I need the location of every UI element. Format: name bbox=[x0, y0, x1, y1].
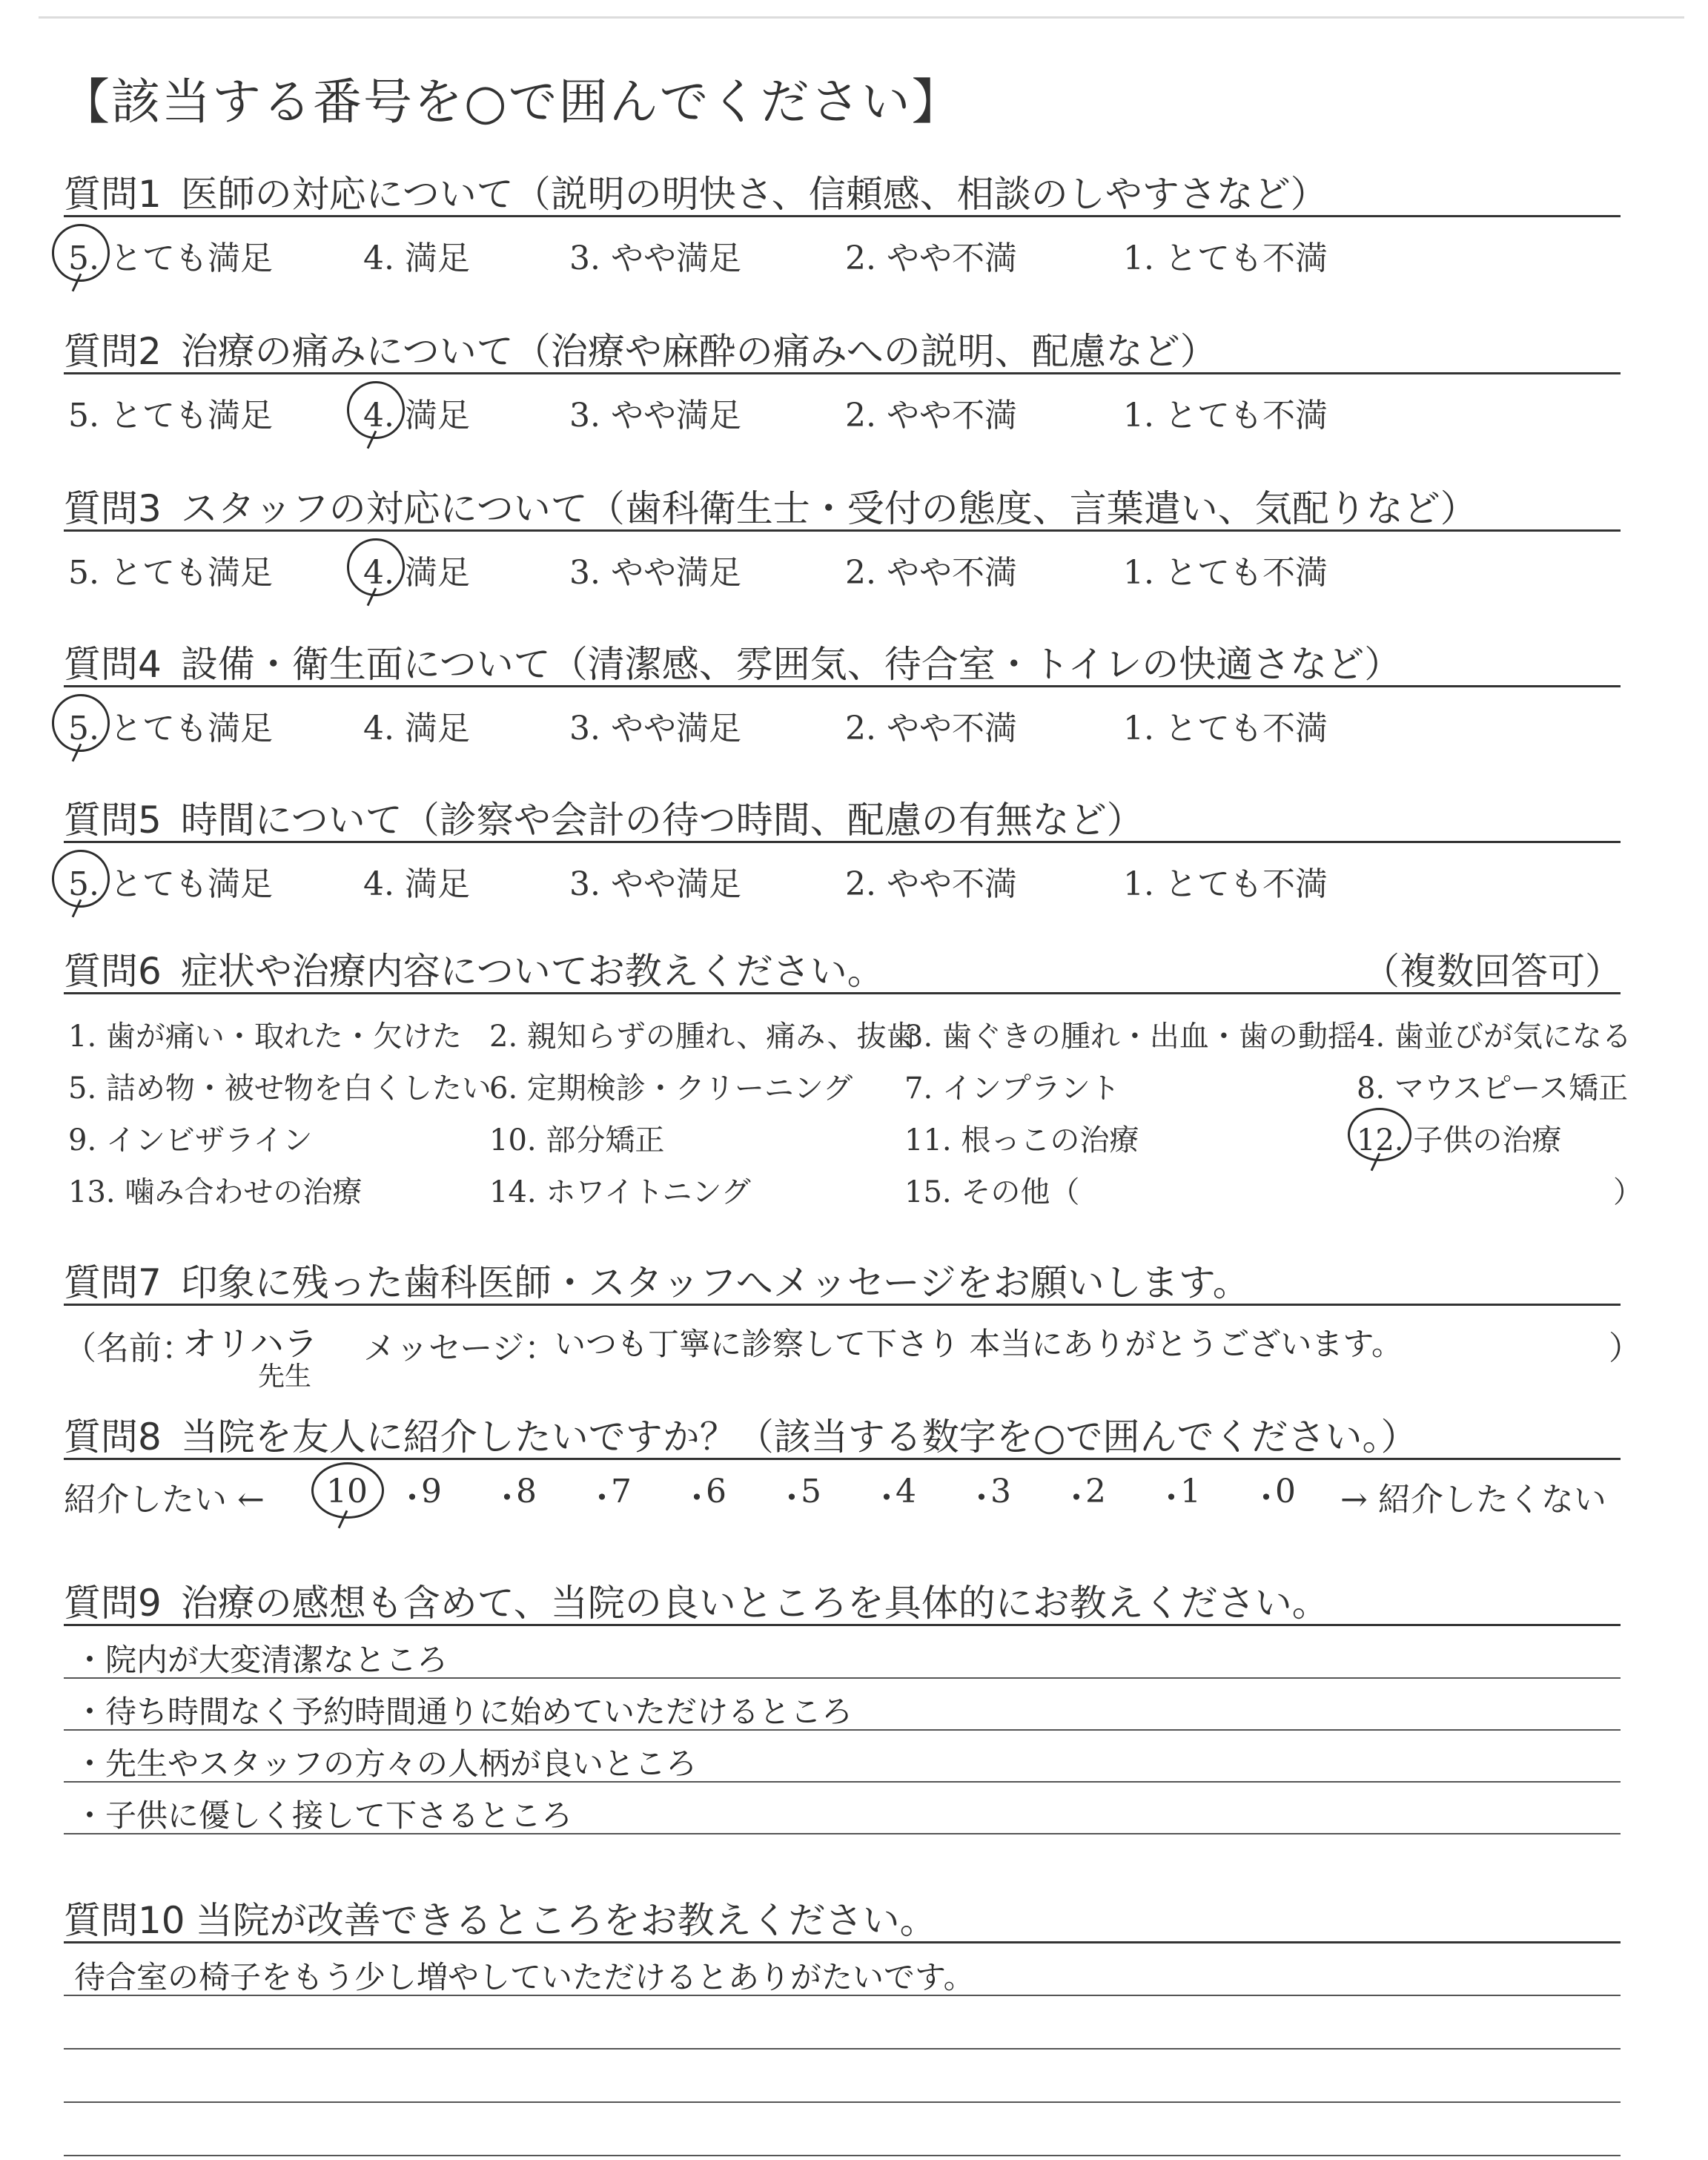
rating-option: 5. とても満足 bbox=[68, 554, 273, 592]
question-label: 質問10 bbox=[64, 1899, 185, 1942]
symptom-option: 11. 根っこの治療 bbox=[904, 1123, 1139, 1157]
scale-dot: ・ bbox=[1155, 1479, 1188, 1517]
rating-option: 2. やや不満 bbox=[845, 710, 1017, 747]
handwritten-answer: 待合室の椅子をもう少し増やしていただけるとありがたいです。 bbox=[74, 1959, 975, 1995]
question-text: 治療の感想も含めて、当院の良いところを具体的にお教えください。 bbox=[180, 1582, 1329, 1625]
rating-option: 2. やや不満 bbox=[845, 865, 1017, 903]
scale-number: 2 bbox=[1085, 1473, 1106, 1510]
question-title bbox=[64, 165, 1328, 218]
question-rule bbox=[64, 1941, 1621, 1943]
scale-number: 3 bbox=[990, 1473, 1011, 1510]
question-text: 時間について（診察や会計の待つ時間、配慮の有無など） bbox=[180, 799, 1144, 842]
question-rule bbox=[64, 1304, 1621, 1306]
symptom-option: ） bbox=[1613, 1175, 1643, 1209]
rating-option: 1. とても不満 bbox=[1123, 865, 1328, 903]
symptom-option: 5. 詰め物・被せ物を白くしたい bbox=[68, 1071, 491, 1106]
rating-option: 5. とても満足 bbox=[68, 710, 273, 747]
rating-option: 4. 満足 bbox=[363, 397, 470, 435]
question-rule bbox=[64, 1624, 1621, 1626]
symptom-option: 7. インプラント bbox=[904, 1071, 1120, 1106]
rating-option: 1. とても不満 bbox=[1123, 240, 1328, 277]
question-title bbox=[64, 1573, 1329, 1627]
question-label: 質問7 bbox=[64, 1261, 162, 1304]
rating-option: 3. やや満足 bbox=[569, 397, 741, 435]
rating-option: 3. やや満足 bbox=[569, 554, 741, 592]
form-heading: 【該当する番号を○で囲んでください】 bbox=[61, 73, 962, 131]
question-label: 質問8 bbox=[64, 1416, 162, 1459]
question-label: 質問2 bbox=[64, 330, 162, 373]
answer-line bbox=[64, 2155, 1621, 2156]
rating-option: 3. やや満足 bbox=[569, 710, 741, 747]
scale-dot: ・ bbox=[965, 1479, 998, 1517]
question-text: 症状や治療内容についてお教えください。 bbox=[180, 950, 884, 993]
question-rule bbox=[64, 992, 1621, 994]
question-label: 質問9 bbox=[64, 1582, 162, 1625]
rating-option: 2. やや不満 bbox=[845, 240, 1017, 277]
rating-option: 1. とても不満 bbox=[1123, 554, 1328, 592]
question-label: 質問5 bbox=[64, 799, 162, 842]
symptom-option: 10. 部分矯正 bbox=[489, 1123, 665, 1157]
rating-option: 2. やや不満 bbox=[845, 554, 1017, 592]
question-rule bbox=[64, 685, 1621, 687]
scale-number: 8 bbox=[516, 1473, 537, 1510]
rating-option: 4. 満足 bbox=[363, 240, 470, 277]
symptom-option: 13. 噛み合わせの治療 bbox=[68, 1175, 363, 1209]
scale-dot: ・ bbox=[396, 1479, 428, 1517]
question-title bbox=[64, 790, 1144, 844]
answer-line bbox=[64, 2048, 1621, 2050]
rating-option: 5. とても満足 bbox=[68, 240, 273, 277]
scale-number: 9 bbox=[421, 1473, 442, 1510]
name-label: （名前： bbox=[64, 1330, 194, 1367]
scale-dot: ・ bbox=[491, 1479, 523, 1517]
symptom-option: 2. 親知らずの腫れ、痛み、抜歯 bbox=[489, 1020, 916, 1054]
rating-option: 1. とても不満 bbox=[1123, 710, 1328, 747]
symptom-option: 3. 歯ぐきの腫れ・出血・歯の動揺 bbox=[904, 1020, 1357, 1054]
scale-dot: ・ bbox=[870, 1479, 903, 1517]
symptom-option: 15. その他（ bbox=[904, 1175, 1080, 1209]
selection-circle-tail bbox=[338, 1510, 348, 1529]
question-label: 質問6 bbox=[64, 950, 162, 993]
rating-option: 5. とても満足 bbox=[68, 865, 273, 903]
question-text: 印象に残った歯科医師・スタッフへメッセージをお願いします。 bbox=[180, 1261, 1250, 1304]
answer-line bbox=[64, 2101, 1621, 2103]
scale-number: 0 bbox=[1275, 1473, 1296, 1510]
symptom-option: 6. 定期検診・クリーニング bbox=[489, 1071, 853, 1106]
question-rule bbox=[64, 372, 1621, 374]
rating-option: 4. 満足 bbox=[363, 710, 470, 747]
scale-number: 6 bbox=[706, 1473, 726, 1510]
rating-option: 2. やや不満 bbox=[845, 397, 1017, 435]
scale-dot: ・ bbox=[775, 1479, 808, 1517]
symptom-option: 8. マウスピース矯正 bbox=[1357, 1071, 1629, 1106]
rating-option: 4. 満足 bbox=[363, 554, 470, 592]
scale-number: 4 bbox=[896, 1473, 916, 1510]
name-handwritten-suffix: 先生 bbox=[258, 1361, 312, 1392]
scale-number: 7 bbox=[611, 1473, 632, 1510]
symptom-option: 14. ホワイトニング bbox=[489, 1175, 751, 1209]
symptom-option: 9. インビザライン bbox=[68, 1123, 313, 1157]
scale-number: 1 bbox=[1180, 1473, 1201, 1510]
rating-option: 4. 満足 bbox=[363, 865, 470, 903]
scale-number: 10 bbox=[326, 1473, 368, 1510]
scale-dot: ・ bbox=[1060, 1479, 1093, 1517]
multiple-answer-note: （複数回答可） bbox=[1363, 950, 1622, 993]
question-label: 質問4 bbox=[64, 643, 162, 686]
question-title bbox=[64, 1407, 1417, 1461]
recommend-left-label: 紹介したい ← bbox=[64, 1481, 265, 1519]
message-label: メッセージ： bbox=[363, 1330, 557, 1367]
question-label: 質問3 bbox=[64, 487, 162, 530]
question-title bbox=[64, 479, 1477, 532]
scale-dot: ・ bbox=[681, 1479, 713, 1517]
question-title bbox=[64, 635, 1401, 688]
scale-dot: ・ bbox=[586, 1479, 618, 1517]
rating-option: 3. やや満足 bbox=[569, 240, 741, 277]
question-rule bbox=[64, 529, 1621, 532]
handwritten-answer: ・院内が大変清潔なところ bbox=[74, 1642, 448, 1678]
question-text: スタッフの対応について（歯科衛生士・受付の態度、言葉遣い、気配りなど） bbox=[180, 487, 1477, 530]
scale-number: 5 bbox=[801, 1473, 821, 1510]
handwritten-answer: ・先生やスタッフの方々の人柄が良いところ bbox=[74, 1745, 698, 1782]
recommend-right-label: → 紹介したくない bbox=[1340, 1481, 1606, 1519]
question-text: 当院を友人に紹介したいですか？（該当する数字を○で囲んでください。） bbox=[180, 1416, 1418, 1459]
message-handwritten: いつも丁寧に診察して下さり 本当にありがとうございます。 bbox=[555, 1326, 1403, 1362]
symptom-option: 4. 歯並びが気になる bbox=[1357, 1020, 1632, 1054]
question-text: 当院が改善できるところをお教えください。 bbox=[195, 1899, 937, 1942]
question-text: 医師の対応について（説明の明快さ、信頼感、相談のしやすさなど） bbox=[180, 173, 1328, 216]
question-title bbox=[64, 1253, 1250, 1307]
rating-option: 3. やや満足 bbox=[569, 865, 741, 903]
rating-option: 5. とても満足 bbox=[68, 397, 273, 435]
question-rule bbox=[64, 1458, 1621, 1460]
question-text: 設備・衛生面について（清潔感、雰囲気、待合室・トイレの快適さなど） bbox=[180, 643, 1402, 686]
question-text: 治療の痛みについて（治療や麻酔の痛みへの説明、配慮など） bbox=[180, 330, 1217, 373]
symptom-option: 12. 子供の治療 bbox=[1357, 1123, 1562, 1157]
question-title bbox=[64, 1891, 937, 1944]
question-rule bbox=[64, 215, 1621, 217]
symptom-option: 1. 歯が痛い・取れた・欠けた bbox=[68, 1020, 462, 1054]
scale-dot: ・ bbox=[1250, 1479, 1282, 1517]
handwritten-answer: ・子供に優しく接して下さるところ bbox=[74, 1797, 573, 1834]
message-close: ） bbox=[1609, 1330, 1641, 1367]
question-rule bbox=[64, 841, 1621, 843]
question-title bbox=[64, 322, 1217, 375]
rating-option: 1. とても不満 bbox=[1123, 397, 1328, 435]
handwritten-answer: ・待ち時間なく予約時間通りに始めていただけるところ bbox=[74, 1694, 853, 1730]
question-title bbox=[64, 942, 884, 995]
page-top-border bbox=[39, 16, 1684, 19]
question-label: 質問1 bbox=[64, 173, 162, 216]
name-handwritten: オリハラ bbox=[182, 1324, 318, 1364]
